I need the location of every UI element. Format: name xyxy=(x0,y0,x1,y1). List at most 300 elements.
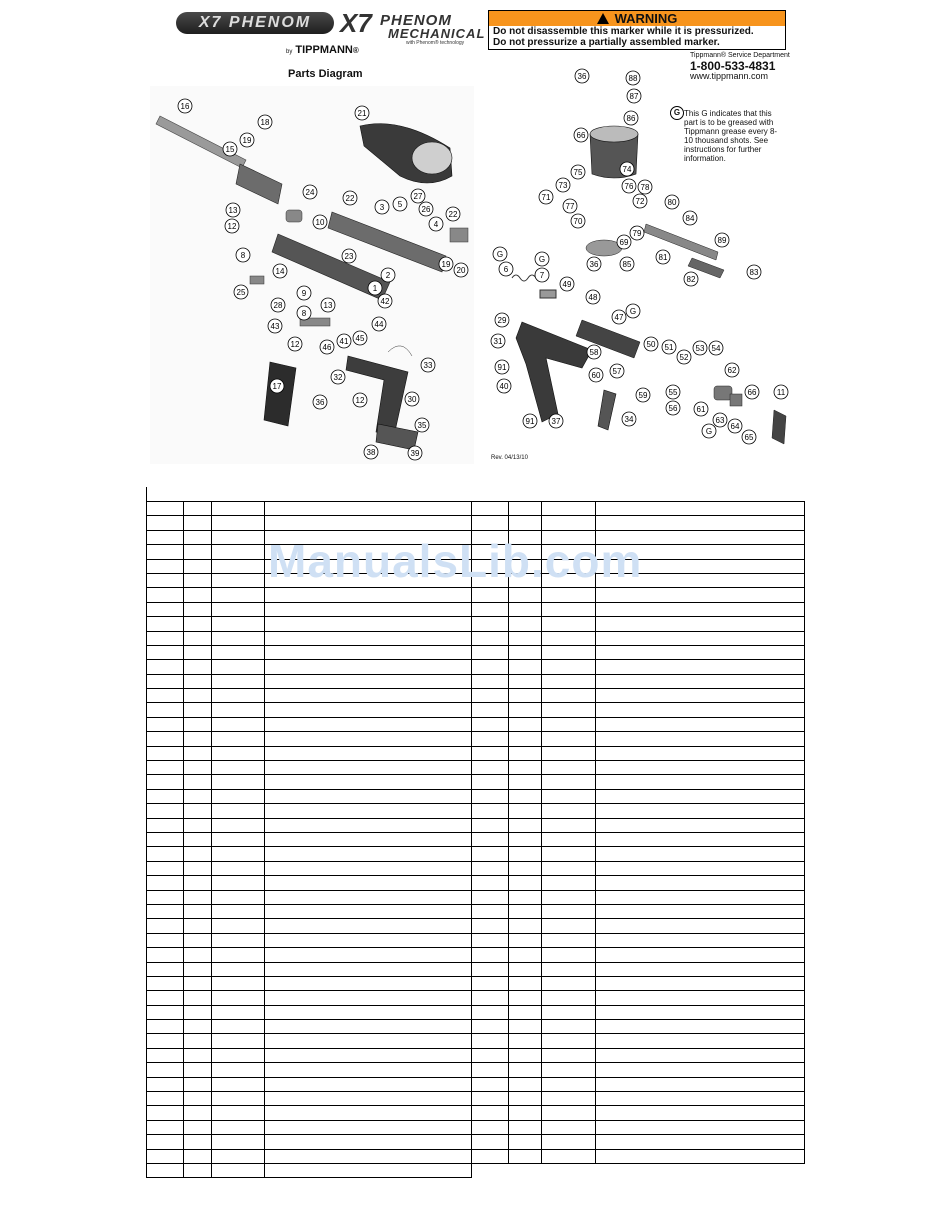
left-callout-label: 18 xyxy=(260,118,270,127)
table-cell xyxy=(472,890,509,904)
table-cell xyxy=(472,746,509,760)
table-cell xyxy=(509,775,542,789)
left-callout-label: 20 xyxy=(456,266,466,275)
table-cell xyxy=(596,1149,805,1163)
table-cell xyxy=(184,732,212,746)
table-cell xyxy=(265,746,472,760)
table-cell xyxy=(265,775,472,789)
table-cell xyxy=(212,732,265,746)
table-cell xyxy=(265,631,472,645)
table-cell xyxy=(212,1020,265,1034)
right-callout-label: 82 xyxy=(686,275,696,284)
brand-name: TIPPMANN xyxy=(295,44,353,56)
table-cell xyxy=(509,1063,542,1077)
table-cell xyxy=(542,732,596,746)
table-cell xyxy=(509,1034,542,1048)
table-cell xyxy=(212,962,265,976)
table-cell xyxy=(509,789,542,803)
right-callout-label: 91 xyxy=(497,363,507,372)
table-cell xyxy=(265,516,472,530)
table-row xyxy=(147,890,805,904)
right-callout-label: 72 xyxy=(635,197,645,206)
table-cell xyxy=(542,761,596,775)
table-cell xyxy=(542,1106,596,1120)
left-callout-label: 22 xyxy=(448,210,458,219)
table-cell xyxy=(542,904,596,918)
table-cell xyxy=(184,1005,212,1019)
table-cell xyxy=(212,789,265,803)
table-cell xyxy=(472,1106,509,1120)
table-cell xyxy=(542,516,596,530)
table-cell xyxy=(472,948,509,962)
table-cell xyxy=(472,1063,509,1077)
table-cell xyxy=(542,1005,596,1019)
grip-drawing xyxy=(264,356,418,450)
table-cell xyxy=(212,1092,265,1106)
table-cell xyxy=(265,976,472,990)
table-cell xyxy=(184,1092,212,1106)
table-cell xyxy=(147,832,184,846)
table-cell xyxy=(596,1163,805,1177)
table-cell xyxy=(265,890,472,904)
table-row xyxy=(147,689,805,703)
table-cell xyxy=(212,602,265,616)
table-cell xyxy=(509,962,542,976)
table-cell xyxy=(472,775,509,789)
table-row xyxy=(147,933,805,947)
right-callout-label: 37 xyxy=(551,417,561,426)
table-row xyxy=(147,1034,805,1048)
table-row xyxy=(147,1020,805,1034)
table-cell xyxy=(509,1092,542,1106)
table-cell xyxy=(472,933,509,947)
table-cell xyxy=(212,502,265,516)
right-callout-label: 51 xyxy=(664,343,674,352)
table-cell xyxy=(472,703,509,717)
table-cell xyxy=(472,645,509,659)
table-cell xyxy=(212,1135,265,1149)
right-callout-label: 77 xyxy=(565,202,575,211)
table-cell xyxy=(212,631,265,645)
table-row xyxy=(147,1063,805,1077)
left-callout-label: 33 xyxy=(423,361,433,370)
table-cell xyxy=(542,631,596,645)
left-callout-label: 45 xyxy=(355,334,365,343)
table-row xyxy=(147,832,805,846)
table-row xyxy=(147,876,805,890)
parts-list-table xyxy=(146,487,804,1178)
right-callout-label: 60 xyxy=(591,371,601,380)
table-row xyxy=(147,660,805,674)
right-callout-label: 80 xyxy=(667,198,677,207)
table-cell xyxy=(596,631,805,645)
table-cell xyxy=(184,976,212,990)
table-cell xyxy=(212,1149,265,1163)
table-cell xyxy=(509,689,542,703)
table-cell xyxy=(212,588,265,602)
left-callout-label: 12 xyxy=(290,340,300,349)
table-cell xyxy=(596,746,805,760)
table-cell xyxy=(147,948,184,962)
table-cell xyxy=(472,861,509,875)
right-callout-label: 85 xyxy=(622,260,632,269)
table-cell xyxy=(147,804,184,818)
table-cell xyxy=(184,890,212,904)
right-callout-label: 89 xyxy=(717,236,727,245)
by-text: by xyxy=(286,49,293,55)
right-callout-label: 55 xyxy=(668,388,678,397)
table-cell xyxy=(265,904,472,918)
table-cell xyxy=(596,1005,805,1019)
table-cell xyxy=(212,660,265,674)
table-cell xyxy=(472,602,509,616)
table-cell xyxy=(265,1120,472,1134)
table-cell xyxy=(596,861,805,875)
left-callout-label: 10 xyxy=(315,218,325,227)
table-row xyxy=(147,962,805,976)
right-callout-label: 73 xyxy=(558,181,568,190)
table-cell xyxy=(184,689,212,703)
table-cell xyxy=(509,516,542,530)
table-cell xyxy=(509,1120,542,1134)
table-cell xyxy=(472,904,509,918)
table-cell xyxy=(265,588,472,602)
table-row xyxy=(147,1077,805,1091)
table-cell xyxy=(147,645,184,659)
warning-heading-text: WARNING xyxy=(614,11,678,26)
table-row xyxy=(147,919,805,933)
table-cell xyxy=(596,933,805,947)
right-callout-label: G xyxy=(629,307,637,316)
table-cell xyxy=(184,991,212,1005)
table-cell xyxy=(212,545,265,559)
table-cell xyxy=(212,645,265,659)
table-cell xyxy=(147,631,184,645)
service-website: www.tippmann.com xyxy=(690,71,769,81)
table-row xyxy=(147,775,805,789)
table-row xyxy=(147,789,805,803)
table-cell xyxy=(596,976,805,990)
table-cell xyxy=(147,876,184,890)
left-callout-label: 19 xyxy=(242,136,252,145)
right-callout-label: 66 xyxy=(576,131,586,140)
table-cell xyxy=(542,919,596,933)
left-callout-label: 30 xyxy=(407,395,417,404)
table-row xyxy=(147,1149,805,1163)
table-cell xyxy=(596,717,805,731)
table-cell xyxy=(542,948,596,962)
left-callout-label: 1 xyxy=(372,284,378,293)
table-cell xyxy=(265,502,472,516)
table-cell xyxy=(184,1163,212,1177)
right-callout-label: 57 xyxy=(612,367,622,376)
table-cell xyxy=(509,1135,542,1149)
table-cell xyxy=(147,933,184,947)
table-cell xyxy=(596,1020,805,1034)
page-title: Parts Diagram xyxy=(288,68,363,80)
table-cell xyxy=(596,991,805,1005)
table-cell xyxy=(184,1048,212,1062)
table-caption-row xyxy=(147,487,805,502)
table-cell xyxy=(509,588,542,602)
warning-line-2: Do not pressurize a partially assembled marker. xyxy=(493,37,720,48)
table-cell xyxy=(212,573,265,587)
table-cell xyxy=(184,1120,212,1134)
table-cell xyxy=(184,1077,212,1091)
table-cell xyxy=(147,1020,184,1034)
table-cell xyxy=(265,1034,472,1048)
brand-byline xyxy=(286,44,359,56)
right-callout-label: 34 xyxy=(624,415,634,424)
table-cell xyxy=(212,876,265,890)
right-callout-label: G xyxy=(705,427,713,436)
table-cell xyxy=(542,890,596,904)
table-cell xyxy=(212,775,265,789)
right-callout-label: 86 xyxy=(626,114,636,123)
table-row xyxy=(147,1106,805,1120)
table-cell xyxy=(509,617,542,631)
table-cell xyxy=(509,631,542,645)
table-cell xyxy=(147,904,184,918)
warning-icon xyxy=(597,13,609,24)
table-cell xyxy=(596,818,805,832)
table-cell xyxy=(596,962,805,976)
table-cell xyxy=(265,717,472,731)
grease-note: This G indicates that this part is to be greased with Tippmann grease every 8-10 thousand shots. See instructions for further information. xyxy=(684,109,778,163)
table-cell xyxy=(212,1034,265,1048)
table-cell xyxy=(212,746,265,760)
table-row xyxy=(147,746,805,760)
left-callout-label: 2 xyxy=(385,271,391,280)
right-callout-label: 40 xyxy=(499,382,509,391)
table-cell xyxy=(184,804,212,818)
hopper-drawing xyxy=(360,124,452,183)
table-cell xyxy=(472,1005,509,1019)
table-cell xyxy=(212,818,265,832)
table-cell xyxy=(472,962,509,976)
table-cell xyxy=(147,617,184,631)
left-callout-label: 3 xyxy=(379,203,385,212)
table-cell xyxy=(265,645,472,659)
table-cell xyxy=(212,761,265,775)
table-cell xyxy=(542,1034,596,1048)
table-cell xyxy=(472,832,509,846)
table-cell xyxy=(265,962,472,976)
table-cell xyxy=(542,804,596,818)
table-cell xyxy=(147,717,184,731)
table-row xyxy=(147,516,805,530)
right-callout-label: 83 xyxy=(749,268,759,277)
table-cell xyxy=(509,1149,542,1163)
table-cell xyxy=(212,1106,265,1120)
table-cell xyxy=(265,1048,472,1062)
table-cell xyxy=(542,588,596,602)
table-cell xyxy=(147,890,184,904)
table-cell xyxy=(596,775,805,789)
left-callout-label: 22 xyxy=(345,194,355,203)
table-cell xyxy=(596,890,805,904)
right-callout-label: 87 xyxy=(629,92,639,101)
right-callout-label: 11 xyxy=(776,388,786,397)
left-callout-label: 16 xyxy=(180,102,190,111)
table-cell xyxy=(509,948,542,962)
table-cell xyxy=(265,732,472,746)
table-cell xyxy=(184,1034,212,1048)
table-cell xyxy=(596,1106,805,1120)
table-cell xyxy=(147,545,184,559)
table-cell xyxy=(265,804,472,818)
table-cell xyxy=(509,674,542,688)
table-cell xyxy=(184,1106,212,1120)
table-cell xyxy=(472,761,509,775)
table-cell xyxy=(184,631,212,645)
left-callout-label: 5 xyxy=(397,200,403,209)
right-callout-label: 61 xyxy=(696,405,706,414)
table-cell xyxy=(509,1163,542,1177)
table-cell xyxy=(147,1034,184,1048)
table-cell xyxy=(147,1048,184,1062)
table-cell xyxy=(265,602,472,616)
table-cell xyxy=(147,1092,184,1106)
table-cell xyxy=(542,832,596,846)
x7-phenom-logo: X7 PHENOM xyxy=(176,12,334,34)
table-cell xyxy=(542,1163,596,1177)
left-callout-label: 46 xyxy=(322,343,332,352)
table-cell xyxy=(147,1005,184,1019)
table-cell xyxy=(542,976,596,990)
right-callout-label: 58 xyxy=(589,348,599,357)
table-cell xyxy=(509,904,542,918)
table-row xyxy=(147,1048,805,1062)
left-callout-label: 8 xyxy=(301,309,307,318)
right-callout-label: 36 xyxy=(589,260,599,269)
table-cell xyxy=(509,703,542,717)
left-callout-label: 43 xyxy=(270,322,280,331)
table-cell xyxy=(596,617,805,631)
table-row xyxy=(147,948,805,962)
table-cell xyxy=(147,516,184,530)
table-row xyxy=(147,617,805,631)
left-callout-label: 24 xyxy=(305,188,315,197)
watermark: ManualsLib.com xyxy=(268,535,643,587)
table-cell xyxy=(596,703,805,717)
table-cell xyxy=(596,832,805,846)
table-cell xyxy=(265,1077,472,1091)
left-callout-label: 12 xyxy=(227,222,237,231)
right-callout-label: 54 xyxy=(711,344,721,353)
table-cell xyxy=(509,645,542,659)
table-cell xyxy=(147,861,184,875)
table-cell xyxy=(542,1063,596,1077)
table-cell xyxy=(542,962,596,976)
table-cell xyxy=(212,933,265,947)
table-cell xyxy=(147,573,184,587)
table-cell xyxy=(542,1048,596,1062)
table-cell xyxy=(542,617,596,631)
table-cell xyxy=(184,530,212,544)
right-callout-label: 63 xyxy=(715,416,725,425)
table-cell xyxy=(265,689,472,703)
table-cell xyxy=(509,876,542,890)
right-callout-label: 88 xyxy=(628,74,638,83)
left-callout-label: 25 xyxy=(236,288,246,297)
spring-drawing xyxy=(512,275,556,298)
service-department: Tippmann® Service Department xyxy=(690,52,790,59)
left-callout-label: 35 xyxy=(417,421,427,430)
table-cell xyxy=(542,818,596,832)
table-cell xyxy=(147,502,184,516)
table-cell xyxy=(184,674,212,688)
table-cell xyxy=(472,847,509,861)
table-cell xyxy=(184,962,212,976)
table-cell xyxy=(147,847,184,861)
table-row xyxy=(147,588,805,602)
table-cell xyxy=(596,1120,805,1134)
table-cell xyxy=(472,1034,509,1048)
left-callout-label: 32 xyxy=(333,373,343,382)
table-cell xyxy=(147,775,184,789)
table-cell xyxy=(509,861,542,875)
left-callout-label: 14 xyxy=(275,267,285,276)
x7-phenom-mechanical-logo xyxy=(340,8,486,46)
table-cell xyxy=(212,617,265,631)
table-row xyxy=(147,732,805,746)
table-cell xyxy=(472,588,509,602)
table-cell xyxy=(212,674,265,688)
table-cell xyxy=(184,746,212,760)
table-cell xyxy=(472,1120,509,1134)
table-cell xyxy=(265,703,472,717)
right-callout-label: 81 xyxy=(658,253,668,262)
table-cell xyxy=(212,804,265,818)
table-cell xyxy=(509,660,542,674)
table-cell xyxy=(212,703,265,717)
table-cell xyxy=(596,674,805,688)
table-row xyxy=(147,645,805,659)
table-cell xyxy=(472,674,509,688)
table-cell xyxy=(509,761,542,775)
left-callout-label: 36 xyxy=(315,398,325,407)
table-cell xyxy=(596,761,805,775)
receiver-drawing xyxy=(236,164,446,300)
table-cell xyxy=(265,1163,472,1177)
left-callout-label: 9 xyxy=(301,289,307,298)
table-cell xyxy=(509,991,542,1005)
table-cell xyxy=(472,1163,509,1177)
table-row xyxy=(147,1005,805,1019)
table-cell xyxy=(147,761,184,775)
table-cell xyxy=(184,1020,212,1034)
table-cell xyxy=(596,645,805,659)
table-cell xyxy=(265,789,472,803)
table-cell xyxy=(265,617,472,631)
right-callout-label: 69 xyxy=(619,238,629,247)
table-cell xyxy=(184,904,212,918)
table-cell xyxy=(596,804,805,818)
table-cell xyxy=(212,847,265,861)
table-cell xyxy=(147,1163,184,1177)
table-cell xyxy=(265,761,472,775)
table-cell xyxy=(147,919,184,933)
right-callout-label: 66 xyxy=(747,388,757,397)
table-cell xyxy=(184,573,212,587)
left-callout-label: 15 xyxy=(225,145,235,154)
table-cell xyxy=(212,1077,265,1091)
left-callout-label: 41 xyxy=(339,337,349,346)
table-cell xyxy=(509,1077,542,1091)
table-cell xyxy=(265,948,472,962)
table-cell xyxy=(184,876,212,890)
